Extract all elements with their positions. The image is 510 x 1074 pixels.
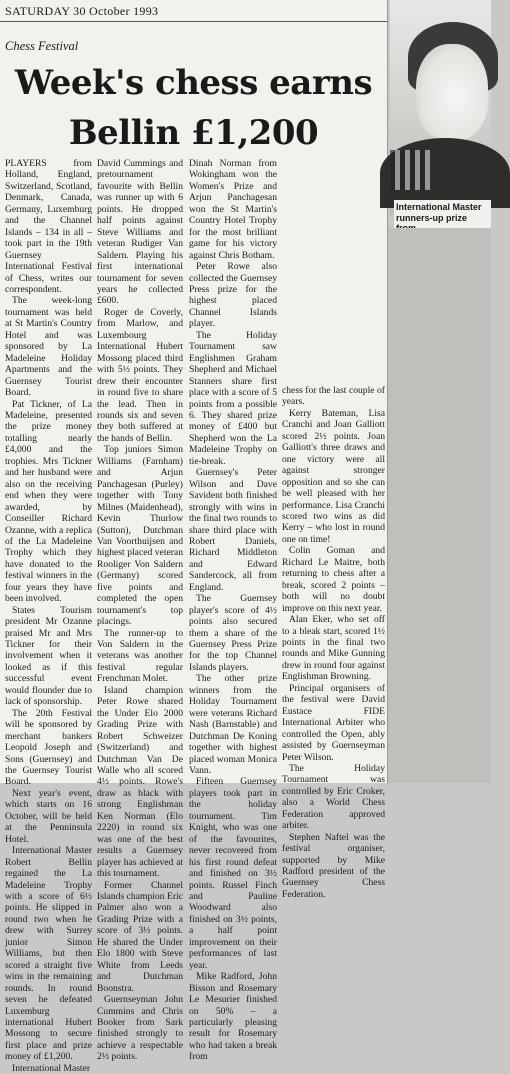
paragraph: International Master [12,1062,91,1074]
paragraph: Fifteen Guernsey players took part in the holiday tournament. Tim Knight, who was one of the favourites, never recovered from his first round defeat and finished on 3½ points. Russel Finch and Pauline Woodward also finished on 3½ points, a half point improvement on their performances of last year. [189,776,277,971]
paragraph: International Master Robert Bellin regained the La Madeleine Trophy with a score of 6½ points. He slipped in round two when he drew with Surrey junior Simon Williams, but then scored a straight five wins in the remaining rounds. In round seven he defeated Luxemburg international Hubert Mossong to secure first place and prize money of £1,200. [5,845,92,1063]
paragraph: Roger de Coverly, from Marlow, and Luxembourg International Hubert Mossong placed third with 5½ points. They drew their encounter in round five to share the lead. Then in rounds six and seven they both suffered at the hands of Bellin. [97,306,183,444]
paragraph: chess for the last couple of years. [282,385,385,408]
paragraph: David Cummings and pretournament favourite with Bellin was runner up with 6 points. He dropped half points against Steve Williams and veteran Rudiger Van Saldern. Playing his first international tournament for seven years he collected £600. [97,158,183,307]
article-column-3 [189,158,277,1063]
paragraph: Former Channel Islands champion Eric Palmer also won a Grading Prize with a score of 3½ points. He shared the Under Elo 1800 with Steve White from Leeds and Dutchman Boonstra. [97,879,183,994]
paragraph: The other prize winners from the Holiday Tournament were veterans Richard Nash (Barnstable) and Dutchman De Koning together with highest placed woman Monica Vann. [189,673,277,777]
headline-line-1: Week's chess earns [14,63,373,103]
paragraph: Island champion Peter Rowe shared the Under Elo 2000 Grading Prize with Robert Schweizer (Switzerland) and Dutchman Van De Walle who all scored 4½ points. Rowe's draw as black with strong Englishman Ken Norman (Elo 2220) in round six was one of the best results a Guernsey player has achieved at this tournament. [97,684,183,880]
paragraph: The Holiday Tournament saw Englishmen Graham Shepherd and Michael Stanners share first place with a score of 5 points from a possible 6. They shared prize money of £400 but Shepherd won the La Madeleine Trophy on tie-break. [189,329,277,467]
paragraph: Kerry Bateman, Lisa Cranchi and Joan Galliott scored 2½ points. Joan Galliott's three draws and one victory were all against stronger opposition and so she can be well pleased with her performance. Lisa Cranchi scored two wins as did Kerry – who lost in round one on time! [282,407,385,545]
paragraph: Next year's event, which starts on 16 October, will be held at the Penninsula Hotel. [5,787,92,845]
paragraph: Guernsey's Peter Wilson and Dave Savident both finished strongly with wins in the final two rounds to share third place with Robert Daniels, Richard Middleton and Edward Sandercock, all from England. [189,467,277,593]
photo-caption: International Master runners-up prize [394,200,491,236]
article-column-4 [282,385,385,1010]
section-label: Chess Festival [5,39,79,53]
headline-line-2: Bellin £1,200 [68,113,319,153]
paragraph: The 20th Festival will be sponsored by merchant bankers Leopold Joseph and Sons (Guernsey) and the Guernsey Tourist Board. [5,707,92,788]
paragraph: Guernseyman John Cummins and Chris Booker from Sark finished strongly to achieve a respectable 2½ points. [97,994,183,1063]
paragraph: Top juniors Simon Williams (Farnham) and Arjun Panchagesan (Purley) together with Tony Milnes (Maidenhead), Kevin Thurlow (Sutton), Dutchman Van Voorthuijsen and highest placed veteran Rooliger Von Saldern (Germany) scored five points and completed the open tournament's top placings. [97,444,183,628]
background-strip [388,228,491,783]
paragraph: Mike Radford, John Bisson and Rosemary Le Mesurier finished on 50% – a particularly pleasing result for Rosemary who had taken a break from [189,971,277,1063]
player-photo [390,0,491,215]
paragraph: Stephen Naftel was the festival organiser, supported by Mike Radford president of the Guernsey Chess Federation. [282,831,385,900]
paragraph: Dinah Norman from Wokingham won the Women's Prize and Arjun Panchagesan won the St Martin's Country Hotel Trophy for the most brilliant game for his victory against Chris Botham. [189,158,277,261]
photo-face [416,44,488,140]
paragraph: States Tourism president Mr Ozanne praised Mr and Mrs Tickner for their involvement when it looked as if this successful event would flounder due to lack of sponsorship. [5,604,92,708]
photo-chessboard [390,150,430,190]
paragraph: Alan Eker, who set off to a bleak start, scored 1½ points in the final two rounds and Mike Gunning drew in round four against Englishman Browning. [282,614,385,683]
paragraph: Colin Goman and Richard Le Maitre, both returning to chess after a break, scored 2 points – both will no doubt improve on this next year. [282,545,385,614]
dateline: SATURDAY 30 October 1993 [0,0,387,22]
paragraph: The Holiday Tournament was controlled by Eric Croker, also a World Chess Federation approved arbiter. [282,762,385,832]
paragraph: Pat Tickner, of La Madeleine, presented the prize money totalling nearly £4,000 and the trophies. Mrs Tickner and her husband were also on the receiving end when they were awarded, by Conseiller Richard Ozanne, with a replica of the La Madeleine Trophy which they have donated to the festival winners in the four years they have been involved. [5,398,92,605]
paragraph: Principal organisers of the festival were David Eustace FIDE International Arbiter who controlled the Open, ably assisted by Guernseyman Peter Wilson. [282,682,385,763]
paragraph: The Guernsey player's score of 4½ points also secured them a share of the Guernsey Press Prize for the top Channel Islands players. [189,593,277,673]
headline [0,58,387,158]
article-column-1 [5,158,92,1074]
paragraph: PLAYERS from Holland, England, Switzerland, Scotland, Denmark, Canada, Germany, Luxemburg and the Channel Islands – 134 in all – took part in the 19th Guernsey International Festival of Chess, writes our correspondent. [5,158,92,295]
paragraph: The week-long tournament was held at St Martin's Country Hotel and was sponsored by La Madeleine Holiday Apartments and the Guernsey Tourist Board. [5,295,92,399]
paragraph: The runner-up to Von Saldern in the veterans was another festival regular Frenchman Molet. [97,627,183,685]
article-column-2 [97,158,183,1063]
paragraph: Peter Rowe also collected the Guernsey Press prize for the highest placed Channel Islands player. [189,261,277,330]
